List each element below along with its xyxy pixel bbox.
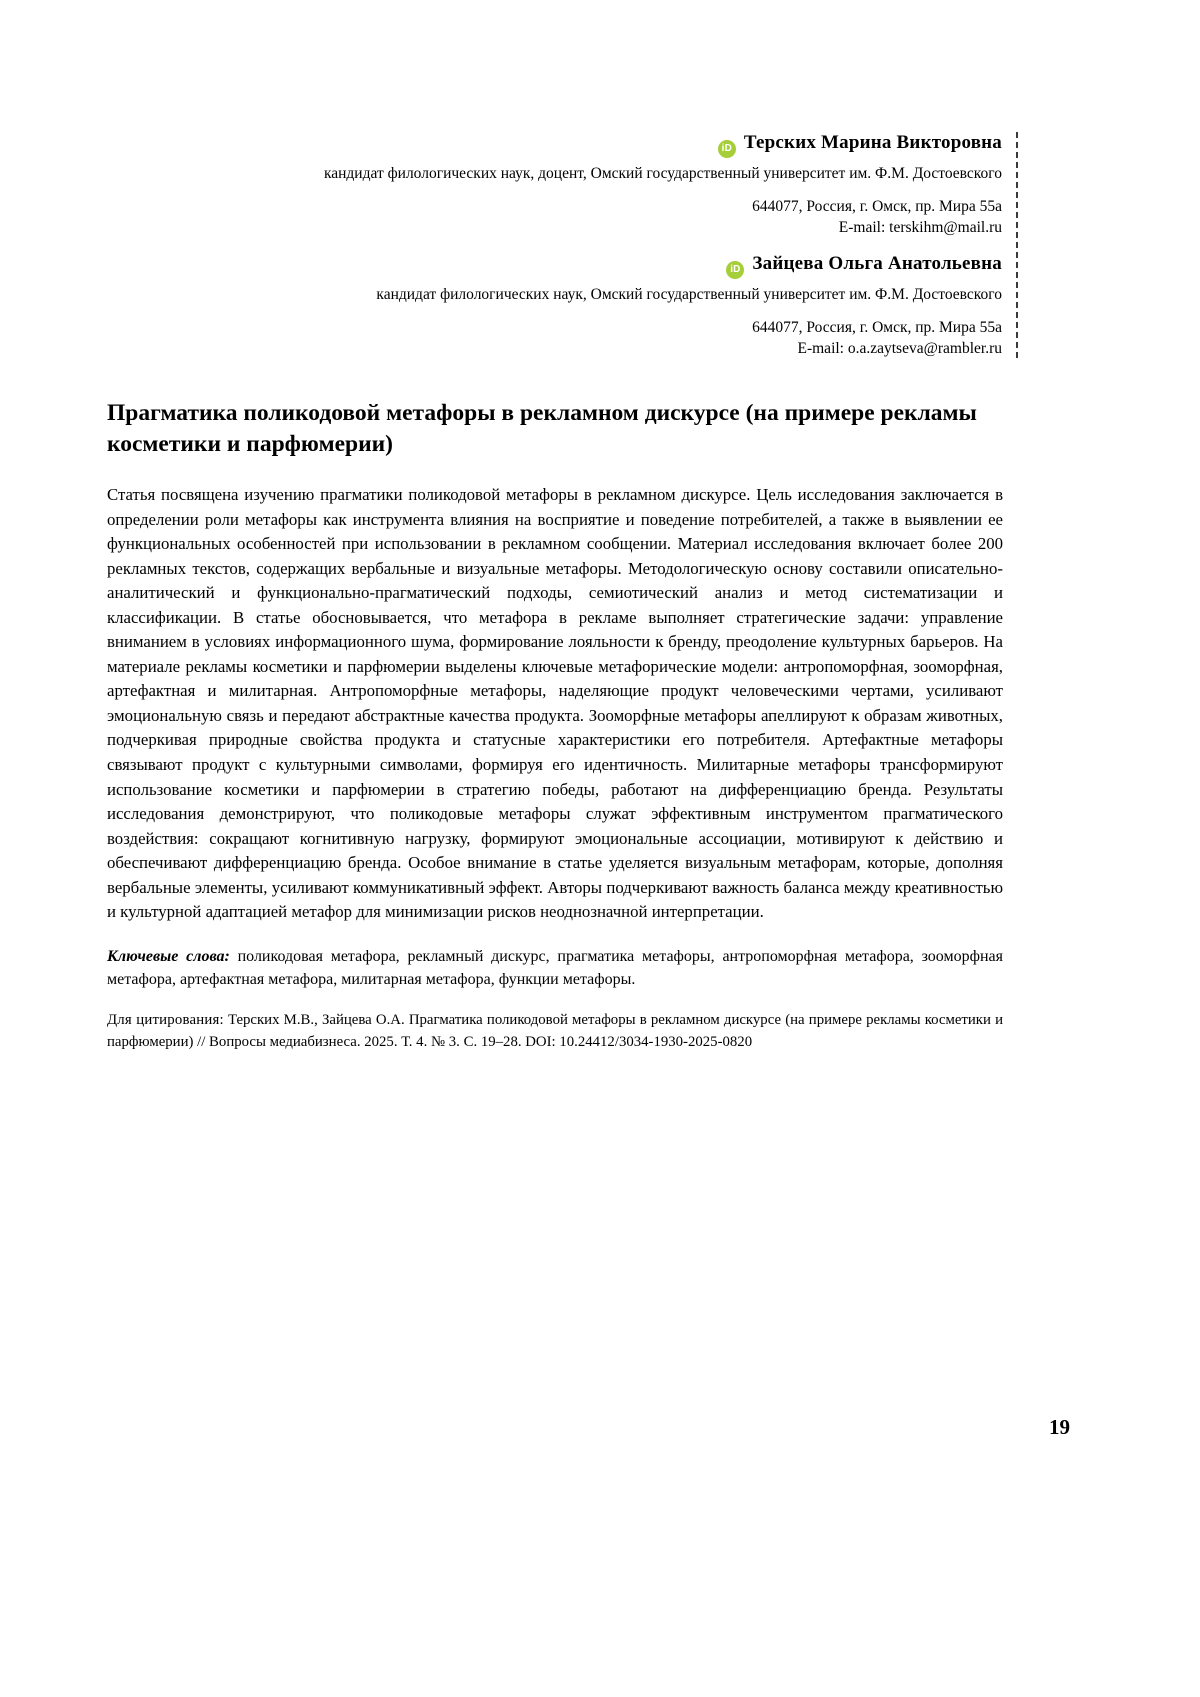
page-number: 19 [1049, 1415, 1070, 1439]
author-address: 644077, Россия, г. Омск, пр. Мира 55а [752, 198, 1002, 215]
orcid-icon: iD [726, 261, 744, 279]
authors-block [107, 132, 1018, 358]
author-email: E-mail: terskihm@mail.ru [838, 219, 1002, 236]
author-affiliation: кандидат филологических наук, доцент, Омский государственный университет им. Ф.М. Достоевского [323, 165, 1002, 182]
article-title: Прагматика поликодовой метафоры в рекламном дискурсе (на примере рекламы косметики и парфюмерии) [107, 400, 977, 458]
author-2-name-line [107, 253, 1002, 279]
author-email: E-mail: o.a.zaytseva@rambler.ru [797, 340, 1002, 357]
author-name: Терских Марина Викторовна [743, 132, 1002, 153]
citation-text: Терских М.В., Зайцева О.А. Прагматика поликодовой метафоры в рекламном дискурсе (на примере рекламы косметики и парфюмерии) // Вопросы медиабизнеса. 2025. Т. 4. № 3. С. 19–28. DOI: 10.24412/3034-1930-2025-0820 [107, 1012, 1003, 1051]
keywords-text: поликодовая метафора, рекламный дискурс, прагматика метафоры, антропоморфная метафора, зооморфная метафора, артефактная метафора, милитарная метафора, функции метафоры. [107, 947, 1004, 988]
author-affiliation: кандидат филологических наук, Омский государственный университет им. Ф.М. Достоевского [376, 286, 1002, 303]
keywords-paragraph [107, 945, 1003, 991]
author-address: 644077, Россия, г. Омск, пр. Мира 55а [752, 319, 1002, 336]
article-abstract: Статья посвящена изучению прагматики поликодовой метафоры в рекламном дискурсе. Цель исследования заключается в определении роли метафоры как инструмента влияния на восприятие и поведение потребителей, а также в выявлении ее функциональных особенностей при использовании в рекламном сообщении. Материал исследования включает более 200 рекламных текстов, содержащих вербальные и визуальные метафоры. Методологическую основу составили описательно-аналитический и функционально-прагматический подходы, семиотический анализ и метод систематизации и классификации. В статье обосновывается, что метафора в рекламе выполняет стратегические задачи: управление вниманием в условиях информационного шума, формирование лояльности к бренду, преодоление культурных барьеров. На материале рекламы косметики и парфюмерии выделены ключевые метафорические модели: антропоморфная, зооморфная, артефактная и милитарная. Антропоморфные метафоры, наделяющие продукт человеческими чертами, усиливают эмоциональную связь и передают абстрактные качества продукта. Зооморфные метафоры апеллируют к образам животных, подчеркивая природные свойства продукта и статусные характеристики его потребителя. Артефактные метафоры связывают продукт с культурными символами, формируя его идентичность. Милитарные метафоры трансформируют использование косметики и парфюмерии в стратегию победы, работают на дифференциацию бренда. Результаты исследования демонстрируют, что поликодовые метафоры служат эффективным инструментом прагматического воздействия: сокращают когнитивную нагрузку, формируют эмоциональные ассоциации, мотивируют к действию и обеспечивают дифференциацию бренда. Особое внимание в статье уделяется визуальным метафорам, которые, дополняя вербальные элементы, усиливают коммуникативный эффект. Авторы подчеркивают важность баланса между креативностью и культурной адаптацией метафор для минимизации рисков неоднозначной интерпретации. [107, 484, 1003, 922]
author-1-name-line [107, 132, 1002, 158]
author-name: Зайцева Ольга Анатольевна [752, 253, 1002, 274]
orcid-icon: iD [718, 140, 736, 158]
citation-label: Для цитирования: [107, 1012, 224, 1029]
author-2 [107, 253, 1002, 358]
article-content [107, 398, 1003, 1054]
keywords-label: Ключевые слова: [107, 947, 230, 965]
author-1 [107, 132, 1002, 237]
citation-paragraph [107, 1009, 1003, 1053]
